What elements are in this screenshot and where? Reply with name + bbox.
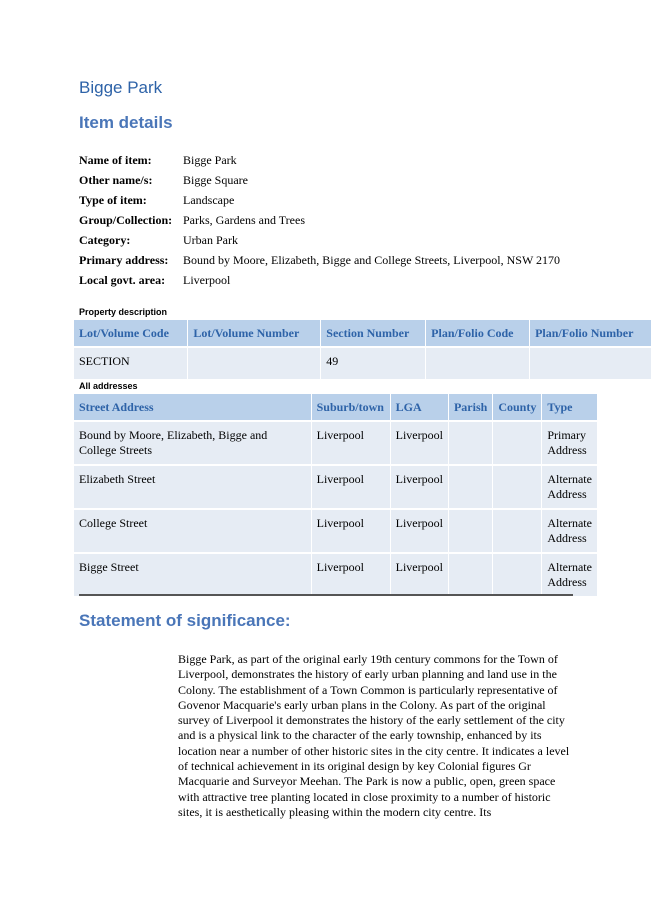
table-cell: Liverpool [311,421,390,465]
table-cell [448,465,492,509]
column-header: LGA [390,394,448,421]
table-cell [493,553,542,596]
detail-label: Other name/s: [79,173,153,187]
detail-row-other-names [79,173,573,188]
table-cell: College Street [74,509,311,553]
table-cell: Liverpool [311,509,390,553]
detail-value: Urban Park [183,233,238,247]
table-cell: Liverpool [311,465,390,509]
detail-value: Parks, Gardens and Trees [183,213,305,227]
table-cell [426,347,530,379]
table-cell [493,465,542,509]
item-details-heading: Item details [79,113,173,132]
table-cell [493,509,542,553]
property-description-label: Property description [79,307,168,317]
table-cell [448,509,492,553]
detail-value: Bound by Moore, Elizabeth, Bigge and College Streets, Liverpool, NSW 2170 [183,253,561,267]
table-header-row [74,394,598,421]
detail-label: Primary address: [79,253,169,267]
column-header: County [493,394,542,421]
detail-label: Group/Collection: [79,213,173,227]
table-row [74,509,598,553]
table-cell [493,421,542,465]
detail-row-group [79,213,573,228]
table-cell: Liverpool [390,553,448,596]
page-title: Bigge Park [79,78,163,97]
detail-row-primary-address [79,253,573,268]
table-row [74,553,598,596]
table-cell: 49 [321,347,426,379]
table-cell [74,421,311,465]
table-cell [530,347,652,379]
detail-row-category [79,233,573,248]
table-cell: Alternate Address [542,509,598,553]
table-header-row [74,320,652,347]
column-header: Section Number [321,320,426,347]
table-cell: Liverpool [390,465,448,509]
table-cell: Primary Address [542,421,598,465]
detail-row-name [79,153,573,168]
table-cell [448,553,492,596]
detail-row-type [79,193,573,208]
detail-label: Category: [79,233,131,247]
detail-label: Name of item: [79,153,152,167]
cell-text: Bound by Moore, Elizabeth, Bigge and College Streets [79,428,268,457]
table-row [74,347,652,379]
detail-value: Bigge Park [183,153,237,167]
statement-heading: Statement of significance: [79,611,291,630]
column-header: Type [542,394,598,421]
addresses-table [74,394,598,596]
table-cell: Alternate Address [542,465,598,509]
table-cell: Bigge Street [74,553,311,596]
table-cell: Elizabeth Street [74,465,311,509]
statement-text: Bigge Park, as part of the original early 19th century commons for the Town of Liverpool, demonstrates the history of early urban planning and land use in the Colony. The establishment of a Town Common is particularly representative of Govenor Macquarie's early urban plans in the Colony. As part of the original survey of Liverpool it demonstrates the history of the early settlement of the city and is a physical link to the character of the early township, enhanced by its location near a number of other historic sites in the city centre. It indicates a level of technical achievement in its original design by key Colonial figures Gr Macquarie and Surveyor Meehan. The Park is now a public, open, green space with attractive tree planting located in close proximity to a number of historic sites, it is aesthetically pleasing within the modern city centre. Its [178,652,570,819]
detail-row-lga [79,273,573,288]
detail-value: Liverpool [183,273,231,287]
table-cell: Liverpool [311,553,390,596]
table-cell [448,421,492,465]
detail-label: Type of item: [79,193,147,207]
table-cell: Liverpool [390,509,448,553]
table-cell [188,347,321,379]
section-divider [79,594,573,596]
property-table [74,320,652,379]
table-cell: SECTION [74,347,188,379]
table-cell: Alternate Address [542,553,598,596]
column-header: Lot/Volume Number [188,320,321,347]
column-header: Suburb/town [311,394,390,421]
column-header: Parish [448,394,492,421]
column-header: Street Address [74,394,311,421]
table-row [74,421,598,465]
detail-value: Landscape [183,193,235,207]
detail-label: Local govt. area: [79,273,166,287]
column-header: Plan/Folio Code [426,320,530,347]
column-header: Lot/Volume Code [74,320,188,347]
detail-value: Bigge Square [183,173,248,187]
item-details [79,153,573,293]
column-header: Plan/Folio Number [530,320,652,347]
table-cell: Liverpool [390,421,448,465]
table-row [74,465,598,509]
all-addresses-label: All addresses [79,381,138,391]
